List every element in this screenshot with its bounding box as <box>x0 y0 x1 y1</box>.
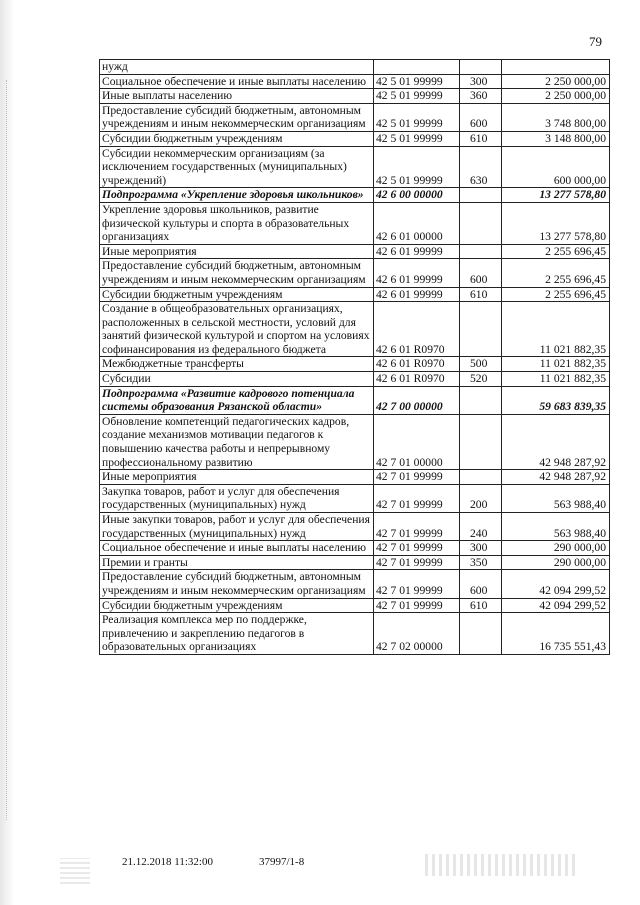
row-code-cell: 42 7 01 99999 <box>374 484 460 512</box>
row-name-cell: Субсидии бюджетным учреждениям <box>100 131 374 146</box>
budget-table <box>99 59 610 655</box>
row-sum-cell: 2 250 000,00 <box>502 89 610 104</box>
row-name-cell: Подпрограмма «Укрепление здоровья школьников» <box>100 188 374 203</box>
row-type-cell: 630 <box>460 146 502 188</box>
table-row <box>100 613 610 655</box>
table-row <box>100 146 610 188</box>
row-type-cell: 600 <box>460 259 502 287</box>
row-sum-cell: 563 988,40 <box>502 513 610 541</box>
row-code-cell: 42 6 01 99999 <box>374 287 460 302</box>
faint-margin-mark <box>60 858 90 884</box>
row-sum-cell: 11 021 882,35 <box>502 357 610 372</box>
row-sum-cell: 290 000,00 <box>502 541 610 556</box>
table-row <box>100 555 610 570</box>
row-name-cell: Предоставление субсидий бюджетным, автономным учреждениям и иным некоммерческим организациям <box>100 259 374 287</box>
row-name-cell: Социальное обеспечение и иные выплаты населению <box>100 541 374 556</box>
row-type-cell: 520 <box>460 372 502 387</box>
row-type-cell <box>460 613 502 655</box>
footer-doc-number: 37997/1-8 <box>259 856 305 868</box>
row-code-cell: 42 7 01 99999 <box>374 470 460 485</box>
row-type-cell <box>460 302 502 357</box>
table-row <box>100 89 610 104</box>
row-sum-cell: 13 277 578,80 <box>502 202 610 244</box>
table-row <box>100 259 610 287</box>
row-code-cell: 42 5 01 99999 <box>374 89 460 104</box>
row-sum-cell: 42 094 299,52 <box>502 598 610 613</box>
row-code-cell: 42 7 01 99999 <box>374 570 460 598</box>
row-sum-cell: 2 255 696,45 <box>502 259 610 287</box>
row-type-cell: 300 <box>460 74 502 89</box>
faint-stamp-mark <box>425 854 575 876</box>
row-name-cell: Межбюджетные трансферты <box>100 357 374 372</box>
row-code-cell: 42 5 01 99999 <box>374 131 460 146</box>
row-type-cell <box>460 202 502 244</box>
row-code-cell: 42 6 01 R0970 <box>374 357 460 372</box>
row-sum-cell: 42 948 287,92 <box>502 470 610 485</box>
row-code-cell: 42 7 01 99999 <box>374 541 460 556</box>
row-sum-cell: 42 948 287,92 <box>502 414 610 469</box>
margin-dotted-line <box>6 80 8 820</box>
row-name-cell: Социальное обеспечение и иные выплаты населению <box>100 74 374 89</box>
row-name-cell: Субсидии бюджетным учреждениям <box>100 287 374 302</box>
table-row <box>100 414 610 469</box>
row-name-cell: Иные мероприятия <box>100 470 374 485</box>
row-sum-cell: 600 000,00 <box>502 146 610 188</box>
table-row <box>100 202 610 244</box>
row-name-cell: Иные выплаты населению <box>100 89 374 104</box>
row-type-cell <box>460 414 502 469</box>
table-row <box>100 60 610 75</box>
table-row <box>100 302 610 357</box>
row-type-cell: 610 <box>460 598 502 613</box>
row-name-cell: Закупка товаров, работ и услуг для обеспечения государственных (муниципальных) нужд <box>100 484 374 512</box>
row-name-cell: нужд <box>100 60 374 75</box>
row-type-cell <box>460 386 502 414</box>
row-type-cell: 600 <box>460 103 502 131</box>
row-name-cell: Предоставление субсидий бюджетным, автономным учреждениям и иным некоммерческим организациям <box>100 570 374 598</box>
row-type-cell <box>460 470 502 485</box>
table-row <box>100 470 610 485</box>
row-sum-cell: 290 000,00 <box>502 555 610 570</box>
row-name-cell: Иные мероприятия <box>100 244 374 259</box>
row-type-cell: 200 <box>460 484 502 512</box>
row-type-cell: 360 <box>460 89 502 104</box>
row-code-cell: 42 6 01 00000 <box>374 202 460 244</box>
row-name-cell: Подпрограмма «Развитие кадрового потенциала системы образования Рязанской области» <box>100 386 374 414</box>
table-row <box>100 570 610 598</box>
subprogram-row <box>100 188 610 203</box>
row-type-cell: 610 <box>460 287 502 302</box>
row-sum-cell: 16 735 551,43 <box>502 613 610 655</box>
row-sum-cell: 42 094 299,52 <box>502 570 610 598</box>
row-sum-cell <box>502 60 610 75</box>
row-sum-cell: 3 148 800,00 <box>502 131 610 146</box>
row-name-cell: Создание в общеобразовательных организациях, расположенных в сельской местности, условий для занятий физической культурой и спортом на условиях софинансирования из федерального бюджета <box>100 302 374 357</box>
table-row <box>100 244 610 259</box>
row-sum-cell: 3 748 800,00 <box>502 103 610 131</box>
table-row <box>100 372 610 387</box>
row-code-cell: 42 5 01 99999 <box>374 74 460 89</box>
row-name-cell: Иные закупки товаров, работ и услуг для обеспечения государственных (муниципальных) нужд <box>100 513 374 541</box>
row-name-cell: Укрепление здоровья школьников, развитие физической культуры и спорта в образовательных организациях <box>100 202 374 244</box>
row-code-cell: 42 7 01 99999 <box>374 555 460 570</box>
row-code-cell <box>374 60 460 75</box>
row-sum-cell: 2 255 696,45 <box>502 287 610 302</box>
table-row <box>100 74 610 89</box>
row-code-cell: 42 6 01 99999 <box>374 244 460 259</box>
row-sum-cell: 2 250 000,00 <box>502 74 610 89</box>
row-code-cell: 42 5 01 99999 <box>374 103 460 131</box>
row-sum-cell: 11 021 882,35 <box>502 372 610 387</box>
row-sum-cell: 2 255 696,45 <box>502 244 610 259</box>
row-code-cell: 42 7 01 00000 <box>374 414 460 469</box>
row-name-cell: Реализация комплекса мер по поддержке, привлечению и закреплению педагогов в образовательных организациях <box>100 613 374 655</box>
row-name-cell: Премии и гранты <box>100 555 374 570</box>
row-type-cell <box>460 188 502 203</box>
row-type-cell <box>460 244 502 259</box>
row-code-cell: 42 6 01 R0970 <box>374 302 460 357</box>
row-sum-cell: 13 277 578,80 <box>502 188 610 203</box>
row-type-cell: 600 <box>460 570 502 598</box>
table-row <box>100 287 610 302</box>
row-type-cell: 350 <box>460 555 502 570</box>
row-code-cell: 42 6 01 R0970 <box>374 372 460 387</box>
row-name-cell: Обновление компетенций педагогических кадров, создание механизмов мотивации педагогов к повышению качества работы и непрерывному профессиональному развитию <box>100 414 374 469</box>
row-code-cell: 42 6 00 00000 <box>374 188 460 203</box>
row-code-cell: 42 7 02 00000 <box>374 613 460 655</box>
table-row <box>100 484 610 512</box>
row-code-cell: 42 7 01 99999 <box>374 598 460 613</box>
table-row <box>100 103 610 131</box>
row-name-cell: Субсидии некоммерческим организациям (за исключением государственных (муниципальных) учреждений) <box>100 146 374 188</box>
row-type-cell: 500 <box>460 357 502 372</box>
subprogram-row <box>100 386 610 414</box>
row-name-cell: Предоставление субсидий бюджетным, автономным учреждениям и иным некоммерческим организациям <box>100 103 374 131</box>
budget-table-body <box>100 60 610 655</box>
table-row <box>100 541 610 556</box>
table-row <box>100 513 610 541</box>
row-code-cell: 42 7 01 99999 <box>374 513 460 541</box>
row-type-cell: 300 <box>460 541 502 556</box>
row-code-cell: 42 7 00 00000 <box>374 386 460 414</box>
table-row <box>100 357 610 372</box>
row-name-cell: Субсидии <box>100 372 374 387</box>
row-sum-cell: 59 683 839,35 <box>502 386 610 414</box>
footer-date: 21.12.2018 11:32:00 <box>122 856 213 868</box>
row-code-cell: 42 6 01 99999 <box>374 259 460 287</box>
row-code-cell: 42 5 01 99999 <box>374 146 460 188</box>
row-name-cell: Субсидии бюджетным учреждениям <box>100 598 374 613</box>
row-type-cell: 610 <box>460 131 502 146</box>
row-sum-cell: 11 021 882,35 <box>502 302 610 357</box>
table-row <box>100 131 610 146</box>
row-type-cell: 240 <box>460 513 502 541</box>
row-type-cell <box>460 60 502 75</box>
table-row <box>100 598 610 613</box>
page-number: 79 <box>589 34 602 49</box>
row-sum-cell: 563 988,40 <box>502 484 610 512</box>
